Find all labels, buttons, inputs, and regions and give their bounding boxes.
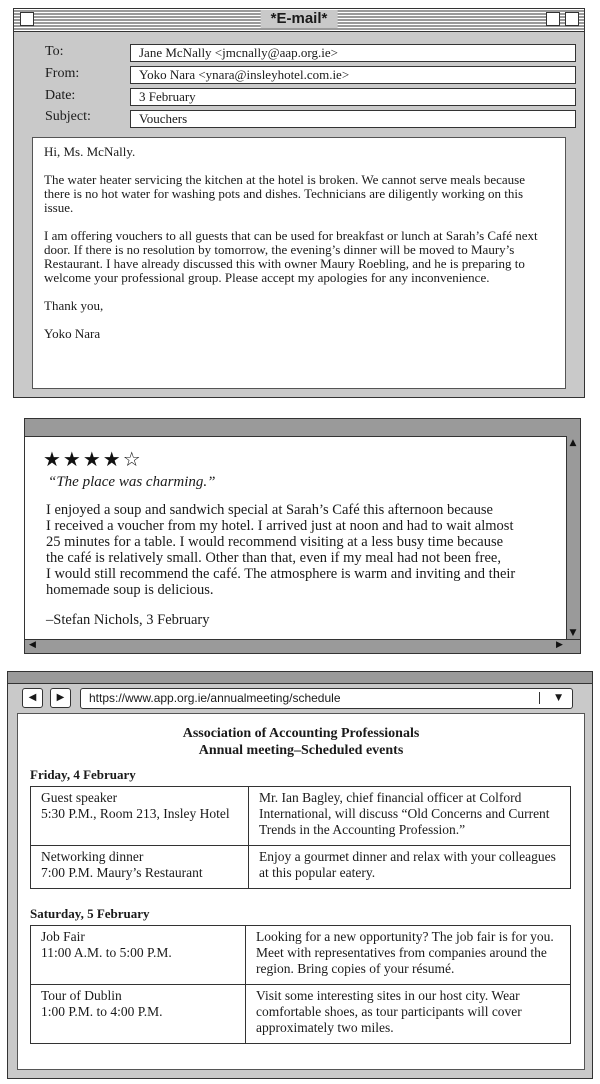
event-name: Networking dinner xyxy=(41,849,144,864)
back-button[interactable] xyxy=(22,688,43,708)
forward-arrow-icon: ▶ xyxy=(56,692,65,703)
review-line: homemade soup is delicious. xyxy=(46,582,214,598)
to-field[interactable]: Jane McNally <jmcnally@aap.org.ie> xyxy=(130,44,576,62)
review-line: 25 minutes for a table. I would recommend visiting at a less busy time because xyxy=(46,534,504,550)
star-rating-icon: ★★★★☆ xyxy=(43,447,143,471)
event-time: 11:00 A.M. to 5:00 P.M. xyxy=(41,945,172,960)
event-cell xyxy=(31,846,249,889)
date-field[interactable]: 3 February xyxy=(130,88,576,106)
table-row xyxy=(31,787,571,846)
back-arrow-icon: ◀ xyxy=(28,692,37,703)
url-bar[interactable] xyxy=(80,688,573,709)
to-label: To: xyxy=(45,44,64,59)
event-name: Tour of Dublin xyxy=(41,988,122,1003)
email-title-bar[interactable] xyxy=(14,9,584,32)
scroll-up-icon[interactable]: ▲ xyxy=(569,438,577,448)
browser-top-strip xyxy=(8,672,592,684)
review-line: I would still recommend the café. The atmosphere is warm and inviting and their xyxy=(46,566,516,582)
email-greeting: Hi, Ms. McNally. xyxy=(44,144,136,159)
email-body[interactable] xyxy=(32,137,566,389)
url-separator xyxy=(539,692,540,704)
event-time: 1:00 P.M. to 4:00 P.M. xyxy=(41,1004,163,1019)
email-paragraph-2: I am offering vouchers to all guests that can be used for breakfast or lunch at Sarah’s Café next door. If there is no resolution by tomorrow, the evening’s dinner will be moved to Maury’s Restaurant. I have already discussed this with owner Maury Roebling, and he is preparing to welcome your professional group. Please accept my apologies for any inconvenience. xyxy=(44,228,538,285)
review-top-bar xyxy=(25,419,580,437)
event-description: Mr. Ian Bagley, chief financial officer at Colford International, will discuss “Old Concerns and Current Trends in the Accounting Profession.” xyxy=(249,787,571,846)
subject-field[interactable]: Vouchers xyxy=(130,110,576,128)
review-line: I received a voucher from my hotel. I arrived just at noon and had to wait almost xyxy=(46,518,514,534)
email-closing: Thank you, xyxy=(44,298,104,313)
from-label: From: xyxy=(45,66,80,81)
review-signature: –Stefan Nichols, 3 February xyxy=(46,612,210,628)
url-dropdown-icon[interactable]: ▼ xyxy=(555,693,562,703)
email-signature: Yoko Nara xyxy=(44,326,101,341)
event-name: Guest speaker xyxy=(41,790,118,805)
event-cell xyxy=(31,926,246,985)
event-description: Looking for a new opportunity? The job fair is for you. Meet with representatives from companies around the region. Bring copies of your résumé. xyxy=(246,926,571,985)
forward-button[interactable] xyxy=(50,688,71,708)
from-field[interactable]: Yoko Nara <ynara@insleyhotel.com.ie> xyxy=(130,66,576,84)
horizontal-scrollbar[interactable] xyxy=(25,639,580,653)
date-label: Date: xyxy=(45,88,76,103)
table-row xyxy=(31,985,571,1044)
event-cell xyxy=(31,787,249,846)
browser-window xyxy=(7,671,593,1079)
zoom-box-icon[interactable] xyxy=(546,12,560,26)
review-window xyxy=(24,418,581,654)
email-paragraph-1: The water heater servicing the kitchen at the hotel is broken. We cannot serve meals because there is no hot water for washing pots and dishes. Technicians are diligently working on this issue. xyxy=(44,172,525,215)
email-window-title: *E-mail* xyxy=(261,10,338,28)
review-line: I enjoyed a soup and sandwich special at Sarah’s Café this afternoon because xyxy=(46,502,493,518)
url-text: https://www.app.org.ie/annualmeeting/schedule xyxy=(89,691,341,705)
scroll-down-icon[interactable]: ▼ xyxy=(569,628,577,638)
vertical-scrollbar[interactable] xyxy=(566,436,580,653)
review-body xyxy=(46,502,561,598)
event-cell xyxy=(31,985,246,1044)
email-window xyxy=(13,8,585,398)
event-name: Job Fair xyxy=(41,929,85,944)
friday-events-table xyxy=(30,786,571,889)
review-line: the café is relatively small. Other than that, even if my meal had not been free, xyxy=(46,550,501,566)
event-description: Enjoy a gourmet dinner and relax with your colleagues at this popular eatery. xyxy=(249,846,571,889)
event-time: 5:30 P.M., Room 213, Insley Hotel xyxy=(41,806,230,821)
organization-name: Association of Accounting Professionals xyxy=(182,726,420,741)
day-heading-friday: Friday, 4 February xyxy=(30,767,136,782)
table-row xyxy=(31,926,571,985)
saturday-events-table xyxy=(30,925,571,1044)
subject-label: Subject: xyxy=(45,109,91,124)
event-description: Visit some interesting sites in our host city. Wear comfortable shoes, as tour participants will cover approximately two miles. xyxy=(246,985,571,1044)
scroll-left-icon[interactable]: ◀ xyxy=(29,640,36,650)
event-time: 7:00 P.M. Maury’s Restaurant xyxy=(41,865,203,880)
review-title: “The place was charming.” xyxy=(48,474,216,490)
scroll-right-icon[interactable]: ▶ xyxy=(556,640,563,650)
schedule-page xyxy=(17,713,585,1070)
close-box-icon[interactable] xyxy=(20,12,34,26)
day-heading-saturday: Saturday, 5 February xyxy=(30,906,150,921)
schedule-subtitle: Annual meeting–Scheduled events xyxy=(198,743,404,758)
table-row xyxy=(31,846,571,889)
collapse-box-icon[interactable] xyxy=(565,12,579,26)
